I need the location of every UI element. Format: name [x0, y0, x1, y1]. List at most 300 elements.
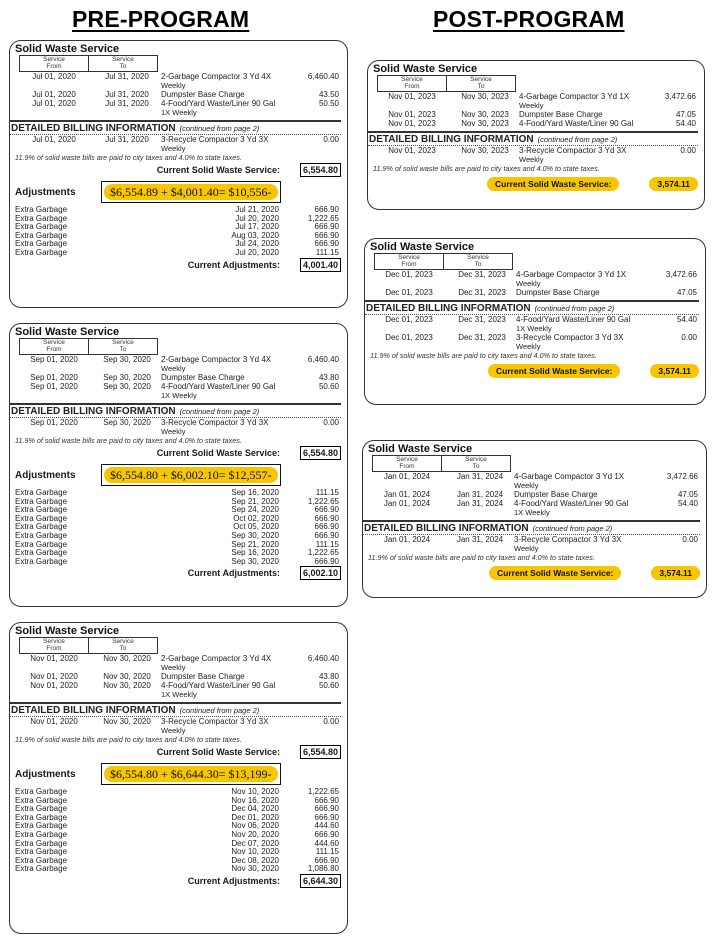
adjustment-amount: 1,222.65 [307, 213, 339, 223]
adjustment-date: Jul 17, 2020 [235, 222, 279, 232]
post-bill-1 [367, 60, 705, 210]
service-description [161, 717, 283, 735]
header-line: Service [470, 76, 492, 83]
adjustment-label: Extra Garbage [15, 838, 68, 848]
service-total-value: 3,574.11 [651, 566, 700, 580]
service-date-header [19, 637, 158, 654]
service-date-header [19, 55, 158, 72]
service-amount: 47.05 [675, 110, 696, 119]
header-line: To [474, 260, 482, 268]
adjustment-row [15, 865, 341, 874]
service-description-sub: Weekly [519, 101, 544, 110]
service-date-header [377, 75, 516, 92]
header-line: From [46, 62, 62, 70]
adjustments-list [15, 489, 341, 566]
header-line: To [477, 82, 485, 90]
service-description [161, 681, 283, 699]
detailed-billing-title: DETAILED BILLING INFORMATION [11, 123, 176, 134]
service-description-main: Dumpster Base Charge [519, 110, 603, 119]
adjustment-date: Nov 30, 2020 [231, 864, 279, 874]
adjustment-amount: 666.90 [314, 556, 339, 566]
service-to-date: Nov 30, 2020 [103, 717, 151, 726]
service-date-header [374, 253, 513, 270]
service-description-sub: Weekly [161, 81, 186, 90]
adjustment-amount: 666.90 [314, 230, 339, 240]
service-from-date: Nov 01, 2023 [388, 146, 436, 155]
adjustment-label: Extra Garbage [15, 522, 68, 532]
adjustments-list [15, 206, 341, 258]
header-line: To [119, 345, 127, 353]
service-to-date: Nov 30, 2023 [461, 92, 509, 101]
service-description [161, 672, 283, 681]
service-description-main: 4-Food/Yard Waste/Liner 90 Gal [519, 119, 634, 128]
service-amount: 6,460.40 [307, 654, 339, 663]
service-description-main: Dumpster Base Charge [514, 490, 598, 499]
service-description-main: Dumpster Base Charge [161, 373, 245, 382]
service-amount: 0.00 [323, 717, 339, 726]
adjustment-amount: 444.60 [314, 838, 339, 848]
service-to-date: Sep 30, 2020 [103, 373, 151, 382]
adjustment-date: Jul 21, 2020 [235, 205, 279, 214]
detailed-billing-heading [365, 300, 699, 315]
service-line [15, 418, 341, 436]
service-from-date: Nov 01, 2020 [30, 681, 78, 690]
service-description-main: 2-Garbage Compactor 3 Yd 4X [161, 654, 272, 663]
service-from-header [373, 456, 441, 471]
post-bill-2 [364, 238, 706, 405]
adjustments-total-value: 6,644.30 [300, 874, 341, 888]
adjustment-date: Sep 16, 2020 [231, 488, 279, 497]
service-to-date: Dec 31, 2023 [458, 315, 506, 324]
service-description-main: 2-Garbage Compactor 3 Yd 4X [161, 355, 272, 364]
service-description-sub: 1X Weekly [516, 324, 552, 333]
section-title: Solid Waste Service [368, 443, 473, 455]
service-total-value: 6,554.80 [300, 745, 341, 759]
service-amount: 50.60 [318, 382, 339, 391]
service-from-date: Nov 01, 2020 [30, 717, 78, 726]
service-total-label: Current Solid Waste Service: [156, 747, 280, 757]
post-program-heading: POST-PROGRAM [433, 6, 625, 32]
service-description [516, 333, 641, 351]
service-total-value: 6,554.80 [300, 163, 341, 177]
adjustment-date: Oct 02, 2020 [233, 513, 279, 523]
service-from-date: Jan 01, 2024 [383, 499, 431, 508]
service-description [514, 535, 642, 553]
service-date-header [372, 455, 511, 472]
adjustment-label: Extra Garbage [15, 230, 68, 240]
adjustment-date: Nov 06, 2020 [231, 821, 279, 831]
service-amount: 6,460.40 [307, 72, 339, 81]
service-description [161, 373, 283, 382]
adjustment-amount: 666.90 [314, 530, 339, 540]
service-description-sub: Weekly [514, 481, 539, 490]
adjustment-label: Extra Garbage [15, 239, 68, 249]
detailed-billing-note: (continued from page 2) [537, 135, 618, 144]
service-line [15, 382, 341, 400]
service-line [370, 270, 699, 288]
adjustment-date: Oct 05, 2020 [233, 522, 279, 532]
service-description [161, 135, 283, 153]
service-description-main: 3-Recycle Compactor 3 Yd 3X [161, 418, 269, 427]
service-to-header [446, 76, 515, 91]
adjustment-amount: 666.90 [314, 505, 339, 515]
service-from-date: Sep 01, 2020 [30, 373, 78, 382]
adjustment-amount: 666.90 [314, 522, 339, 532]
service-from-date: Sep 01, 2020 [30, 418, 78, 427]
service-description-sub: Weekly [514, 544, 539, 553]
service-to-date: Jan 31, 2024 [456, 535, 504, 544]
header-line: To [472, 462, 480, 470]
adjustment-row [15, 249, 341, 258]
service-line [15, 355, 341, 373]
service-total-row [15, 745, 341, 759]
service-from-date: Jul 01, 2020 [32, 72, 76, 81]
tax-note: 11.9% of solid waste bills are paid to city taxes and 4.0% to state taxes. [373, 164, 600, 173]
adjustment-label: Extra Garbage [15, 804, 68, 814]
service-total-label: Current Solid Waste Service: [488, 364, 620, 378]
service-amount: 0.00 [682, 535, 698, 544]
service-to-date: Jul 31, 2020 [105, 90, 149, 99]
detailed-billing-title: DETAILED BILLING INFORMATION [366, 303, 531, 314]
header-line: Service [401, 76, 423, 83]
service-total-row [373, 177, 698, 191]
adjustment-label: Extra Garbage [15, 821, 68, 831]
service-description [161, 72, 283, 90]
service-to-date: Nov 30, 2023 [461, 146, 509, 155]
header-line: From [404, 82, 420, 90]
service-line [373, 146, 698, 164]
service-description [161, 90, 283, 99]
header-line: From [46, 644, 62, 652]
detailed-billing-note: (continued from page 2) [532, 524, 613, 533]
service-description-sub: Weekly [161, 663, 186, 672]
detailed-billing-heading [10, 702, 341, 717]
header-line: Service [43, 638, 65, 645]
adjustment-date: Sep 30, 2020 [231, 556, 279, 566]
adjustment-row [15, 558, 341, 567]
adjustment-label: Extra Garbage [15, 556, 68, 566]
service-amount: 47.05 [677, 490, 698, 499]
detailed-billing-title: DETAILED BILLING INFORMATION [369, 134, 534, 145]
service-description [514, 499, 642, 517]
service-line [15, 681, 341, 699]
service-description-main: 4-Garbage Compactor 3 Yd 1X [516, 270, 627, 279]
service-description-main: 3-Recycle Compactor 3 Yd 3X [161, 135, 269, 144]
service-description-sub: 1X Weekly [514, 508, 550, 517]
adjustment-label: Extra Garbage [15, 548, 68, 558]
adjustment-amount: 444.60 [314, 821, 339, 831]
service-from-date: Dec 01, 2023 [385, 333, 433, 342]
service-description-sub: Weekly [161, 726, 186, 735]
service-description [161, 382, 283, 400]
service-line [15, 717, 341, 735]
adjustments-total-row [15, 566, 341, 580]
service-amount: 47.05 [676, 288, 697, 297]
service-to-date: Jan 31, 2024 [456, 490, 504, 499]
service-description-sub: Weekly [161, 427, 186, 436]
sum-formula-highlight: $6,554.80 + $6,002.10= $12,557- [104, 467, 278, 483]
adjustment-label: Extra Garbage [15, 795, 68, 805]
service-to-date: Jan 31, 2024 [456, 499, 504, 508]
service-to-date: Jul 31, 2020 [105, 99, 149, 108]
service-amount: 0.00 [323, 418, 339, 427]
service-total-label: Current Solid Waste Service: [489, 566, 621, 580]
service-total-label: Current Solid Waste Service: [156, 165, 280, 175]
service-total-label: Current Solid Waste Service: [487, 177, 619, 191]
service-to-date: Jan 31, 2024 [456, 472, 504, 481]
service-to-date: Sep 30, 2020 [103, 355, 151, 364]
sum-formula-box [101, 763, 281, 785]
tax-note: 11.9% of solid waste bills are paid to city taxes and 4.0% to state taxes. [15, 153, 242, 162]
detailed-billing-note: (continued from page 2) [534, 304, 615, 313]
service-line [368, 535, 700, 553]
pre-program-heading: PRE-PROGRAM [72, 6, 250, 32]
detailed-billing-title: DETAILED BILLING INFORMATION [11, 705, 176, 716]
adjustments-total-label: Current Adjustments: [187, 568, 280, 579]
service-amount: 0.00 [681, 333, 697, 342]
service-line [370, 333, 699, 351]
service-from-date: Nov 01, 2020 [30, 672, 78, 681]
adjustment-label: Extra Garbage [15, 829, 68, 839]
section-title: Solid Waste Service [15, 43, 120, 55]
detailed-billing-note: (continued from page 2) [179, 124, 260, 133]
service-total-row [15, 446, 341, 460]
post-bill-3 [362, 440, 707, 598]
adjustment-date: Jul 24, 2020 [235, 239, 279, 249]
header-line: From [399, 462, 415, 470]
service-description [516, 288, 641, 297]
service-description-main: 4-Food/Yard Waste/Liner 90 Gal [161, 99, 276, 108]
service-amount: 0.00 [680, 146, 696, 155]
service-description-main: 4-Food/Yard Waste/Liner 90 Gal [516, 315, 631, 324]
service-description-main: 3-Recycle Compactor 3 Yd 3X [514, 535, 622, 544]
service-description-main: Dumpster Base Charge [516, 288, 600, 297]
service-to-date: Nov 30, 2020 [103, 681, 151, 690]
service-total-value: 6,554.80 [300, 446, 341, 460]
adjustment-label: Extra Garbage [15, 812, 68, 822]
adjustments-total-row [15, 258, 341, 272]
adjustment-amount: 666.90 [314, 222, 339, 232]
adjustment-label: Extra Garbage [15, 247, 68, 257]
service-description [161, 418, 283, 436]
adjustments-header [15, 181, 341, 203]
adjustment-label: Extra Garbage [15, 787, 68, 796]
service-description [516, 315, 641, 333]
detailed-billing-heading [10, 403, 341, 418]
service-description [519, 110, 640, 119]
detailed-billing-heading [363, 520, 700, 535]
adjustments-label: Adjustments [15, 768, 76, 780]
adjustment-date: Nov 20, 2020 [231, 829, 279, 839]
service-from-date: Sep 01, 2020 [30, 382, 78, 391]
service-description [161, 654, 283, 672]
pre-bill-2 [9, 323, 348, 607]
service-from-date: Jan 01, 2024 [383, 472, 431, 481]
service-description [514, 490, 642, 499]
tax-note: 11.9% of solid waste bills are paid to city taxes and 4.0% to state taxes. [368, 553, 595, 562]
service-to-header [88, 339, 157, 354]
header-line: Service [43, 56, 65, 63]
adjustment-label: Extra Garbage [15, 847, 68, 857]
detailed-billing-note: (continued from page 2) [179, 706, 260, 715]
service-amount: 6,460.40 [307, 355, 339, 364]
service-to-date: Jul 31, 2020 [105, 135, 149, 144]
adjustment-amount: 666.90 [314, 795, 339, 805]
service-from-date: Dec 01, 2023 [385, 270, 433, 279]
service-amount: 54.40 [677, 499, 698, 508]
adjustment-amount: 111.15 [315, 247, 339, 257]
service-total-value: 3,574.11 [649, 177, 698, 191]
service-to-date: Nov 30, 2023 [461, 119, 509, 128]
header-line: Service [396, 456, 418, 463]
service-to-date: Jul 31, 2020 [105, 72, 149, 81]
adjustment-date: Dec 07, 2020 [231, 838, 279, 848]
adjustment-amount: 666.90 [314, 513, 339, 523]
adjustments-list [15, 788, 341, 874]
sum-formula-box [101, 181, 281, 203]
service-description-main: 2-Garbage Compactor 3 Yd 4X [161, 72, 272, 81]
adjustments-total-row [15, 874, 341, 888]
adjustment-date: Nov 16, 2020 [231, 795, 279, 805]
adjustment-amount: 666.90 [314, 855, 339, 865]
service-from-header [20, 56, 88, 71]
service-amount: 54.40 [676, 315, 697, 324]
service-to-date: Dec 31, 2023 [458, 333, 506, 342]
service-total-row [368, 566, 700, 580]
service-date-header [19, 338, 158, 355]
header-line: To [119, 644, 127, 652]
service-from-header [375, 254, 443, 269]
service-total-value: 3,574.11 [650, 364, 699, 378]
service-to-date: Nov 30, 2020 [103, 672, 151, 681]
adjustment-amount: 666.90 [314, 239, 339, 249]
service-line [15, 72, 341, 90]
service-line [368, 472, 700, 490]
service-from-date: Nov 01, 2020 [30, 654, 78, 663]
adjustment-amount: 1,222.65 [307, 787, 339, 796]
adjustment-date: Aug 03, 2020 [231, 230, 279, 240]
service-description-main: Dumpster Base Charge [161, 672, 245, 681]
adjustment-date: Nov 10, 2020 [231, 847, 279, 857]
service-line [15, 135, 341, 153]
section-title: Solid Waste Service [15, 326, 120, 338]
service-to-date: Sep 30, 2020 [103, 382, 151, 391]
service-line [15, 672, 341, 681]
service-amount: 50.60 [318, 681, 339, 690]
service-description [519, 92, 640, 110]
service-amount: 3,472.66 [666, 472, 698, 481]
adjustments-total-label: Current Adjustments: [187, 875, 280, 886]
header-line: Service [398, 254, 420, 261]
adjustment-label: Extra Garbage [15, 513, 68, 523]
service-from-date: Jul 01, 2020 [32, 135, 76, 144]
header-line: Service [112, 56, 134, 63]
service-amount: 50.50 [318, 99, 339, 108]
service-line [15, 90, 341, 99]
service-description-sub: 1X Weekly [161, 108, 197, 117]
service-description-sub: Weekly [161, 144, 186, 153]
adjustments-total-value: 4,001.40 [300, 258, 341, 272]
adjustment-label: Extra Garbage [15, 855, 68, 865]
service-description-sub: 1X Weekly [161, 690, 197, 699]
adjustment-amount: 1,222.65 [307, 548, 339, 558]
service-from-date: Nov 01, 2023 [388, 119, 436, 128]
adjustment-date: Sep 21, 2020 [231, 496, 279, 506]
adjustment-amount: 666.90 [314, 205, 339, 214]
adjustment-amount: 666.90 [314, 829, 339, 839]
header-line: From [401, 260, 417, 268]
adjustment-label: Extra Garbage [15, 539, 68, 549]
header-line: From [46, 345, 62, 353]
adjustment-amount: 1,086.80 [307, 864, 339, 874]
detailed-billing-title: DETAILED BILLING INFORMATION [364, 523, 529, 534]
service-line [368, 499, 700, 517]
service-to-date: Nov 30, 2023 [461, 110, 509, 119]
header-line: Service [112, 638, 134, 645]
adjustment-date: Sep 30, 2020 [231, 530, 279, 540]
adjustments-label: Adjustments [15, 469, 76, 481]
adjustment-amount: 1,222.65 [307, 496, 339, 506]
tax-note: 11.9% of solid waste bills are paid to city taxes and 4.0% to state taxes. [15, 436, 242, 445]
service-from-date: Jan 01, 2024 [383, 535, 431, 544]
adjustment-label: Extra Garbage [15, 205, 68, 214]
adjustment-amount: 111.15 [315, 847, 339, 857]
header-line: Service [112, 339, 134, 346]
service-description-sub: Weekly [519, 155, 544, 164]
service-line [373, 110, 698, 119]
adjustments-header [15, 763, 341, 785]
service-description-sub: 1X Weekly [161, 391, 197, 400]
pre-bill-3 [9, 622, 348, 934]
service-description-main: 3-Recycle Compactor 3 Yd 3X [516, 333, 624, 342]
adjustment-label: Extra Garbage [15, 488, 68, 497]
detailed-billing-title: DETAILED BILLING INFORMATION [11, 406, 176, 417]
service-from-header [378, 76, 446, 91]
adjustment-label: Extra Garbage [15, 530, 68, 540]
service-to-header [88, 56, 157, 71]
service-amount: 3,472.66 [665, 270, 697, 279]
service-description-main: 4-Food/Yard Waste/Liner 90 Gal [514, 499, 629, 508]
service-description [519, 119, 640, 128]
adjustment-date: Sep 24, 2020 [231, 505, 279, 515]
service-from-date: Nov 01, 2023 [388, 110, 436, 119]
service-to-date: Dec 31, 2023 [458, 270, 506, 279]
service-description-main: 4-Food/Yard Waste/Liner 90 Gal [161, 382, 276, 391]
adjustment-date: Jul 20, 2020 [235, 213, 279, 223]
service-description-main: Dumpster Base Charge [161, 90, 245, 99]
service-line [15, 99, 341, 117]
adjustments-header [15, 464, 341, 486]
adjustment-label: Extra Garbage [15, 222, 68, 232]
service-amount: 54.40 [675, 119, 696, 128]
service-from-header [20, 638, 88, 653]
adjustment-amount: 111.15 [315, 488, 339, 497]
adjustments-total-label: Current Adjustments: [187, 259, 280, 270]
section-title: Solid Waste Service [15, 625, 120, 637]
service-to-date: Sep 30, 2020 [103, 418, 151, 427]
service-amount: 43.80 [318, 672, 339, 681]
adjustment-date: Jul 20, 2020 [235, 247, 279, 257]
service-amount: 0.00 [323, 135, 339, 144]
header-line: To [119, 62, 127, 70]
service-total-row [370, 364, 699, 378]
adjustment-date: Dec 01, 2020 [231, 812, 279, 822]
adjustment-amount: 666.90 [314, 804, 339, 814]
service-line [370, 315, 699, 333]
service-total-row [15, 163, 341, 177]
service-line [373, 92, 698, 110]
adjustment-label: Extra Garbage [15, 213, 68, 223]
